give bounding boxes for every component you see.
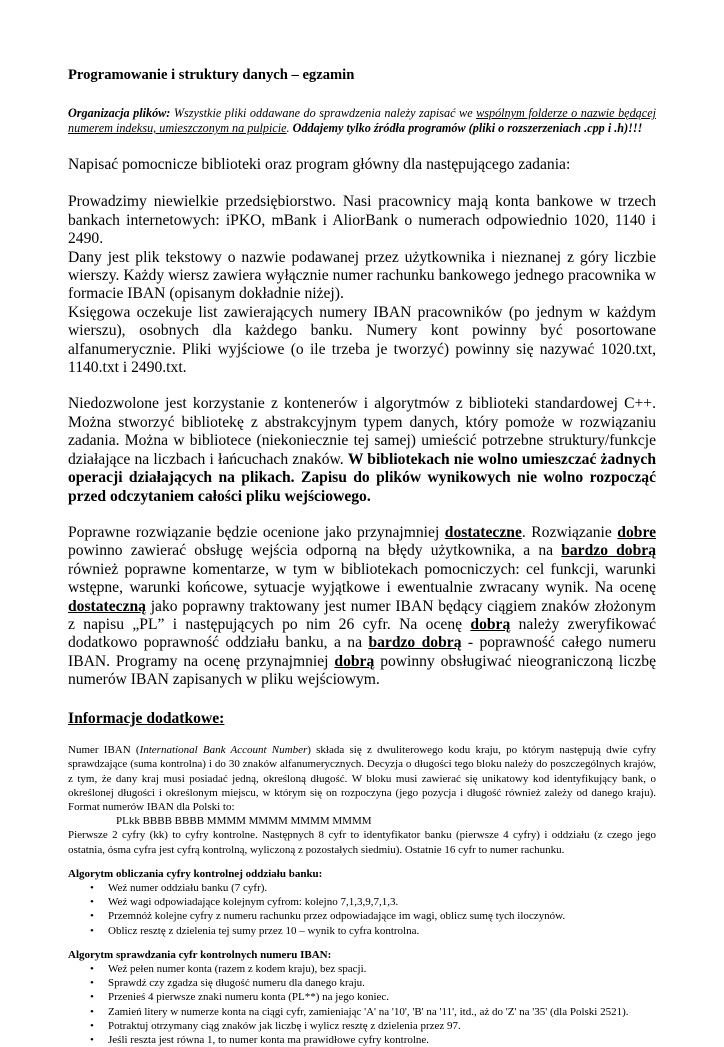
org-text-1: Wszystkie pliki oddawane do sprawdzenia należy zapisać we	[170, 106, 477, 120]
grading-text-a: Poprawne rozwiązanie będzie ocenione jako przynajmniej	[68, 523, 445, 541]
grade-bardzo-dobra-1: bardzo dobrą	[561, 542, 656, 560]
iban-text-b: ) składa się z dwuliterowego kodu kraju, po którym następują dwie cyfry sprawdzające (suma kontrolna) i do 30 znaków alfanumerycznych. Decyzja o długości tego bloku należy do poszczególnych krajów, z tym, że dany kraj musi posiadać jedną, określoną długość. W bloku musi zawierać się unikatowy kod identyfikujący bank, o określonej długości i określonym miejscu, w którym się on rozpoczyna (jego pozycja i długość również zależy od danego kraju). Format numerów IBAN dla Polski to:	[68, 744, 657, 813]
grading-text-b: . Rozwiązanie	[521, 523, 618, 541]
restrictions-text: Niedozwolone jest korzystanie z kontenerów i algorytmów z biblioteki standardowej C++. Można stworzyć bibliotekę z abstrakcyjnym typem danych, który pomoże w rozwiązaniu zadania. Można w bibliotece (niekoniecznie tej samej) umieścić potrzebne struktury/funkcje działające na liczbach i łańcuchach znaków.	[68, 395, 656, 468]
grade-dobra-2: dobrą	[334, 652, 375, 670]
document-page	[68, 66, 656, 1047]
grade-dostateczna: dostateczną	[68, 597, 146, 615]
task-intro: Napisać pomocnicze biblioteki oraz program główny dla następującego zadania:	[68, 156, 571, 173]
grading-text-g: - poprawność całego numeru IBAN. Programy na ocenę przynajmniej	[68, 634, 656, 670]
grade-dobra-1: dobrą	[470, 615, 511, 633]
grading-text-e: jako poprawny traktowany jest numer IBAN będący ciągiem znaków złożonym z napisu „PL” i następujących po nim 26 cyfr. Na ocenę	[68, 597, 656, 633]
grading-paragraph	[68, 524, 656, 690]
grading-text-c: powinno zawierać obsługę wejścia odporną na błędy użytkownika, a na	[68, 542, 562, 560]
algorithm-iban-list	[68, 962, 656, 1047]
grading-text-h: powinny obsługiwać nieograniczoną liczbę numerów IBAN zapisanych w pliku wejściowym.	[68, 652, 656, 689]
grade-dostateczne: dostateczne	[444, 523, 522, 541]
list-item: • Przenieś 4 pierwsze znaki numeru konta (PL**) na jego koniec.	[68, 990, 656, 1004]
files-organization-note	[68, 106, 656, 136]
restrictions-paragraph	[68, 395, 656, 505]
list-item: • Zamień litery w numerze konta na ciągi cyfr, zamieniając 'A' na '10', 'B' na '11', itd., aż do 'Z' na '35' (dla Polski 2521).	[68, 1005, 656, 1019]
list-item: • Oblicz resztę z dzielenia tej sumy przez 10 – wynik to cyfra kontrolna.	[68, 924, 656, 938]
info-heading: Informacje dodatkowe:	[68, 709, 225, 727]
grade-bardzo-dobra-2: bardzo dobrą	[368, 634, 462, 652]
org-sources-note: Oddajemy tylko źródła programów (pliki o rozszerzeniach .cpp i .h)!!!	[292, 121, 643, 135]
iban-structure: Pierwsze 2 cyfry (kk) to cyfry kontrolne. Następnych 8 cyfr to identyfikator banku (pierwsze 4 cyfry) i oddziału (z czego jego ostatnia, ósma cyfra jest cyfrą kontrolną, wyliczoną z pozostałych siedmiu). Ostatnie 16 cyfr to numer rachunku.	[68, 829, 656, 856]
iban-text-a: Numer IBAN (	[68, 744, 140, 757]
grading-text-f: należy zweryfikować dodatkowo poprawność oddziału banku, a na	[68, 615, 657, 652]
algorithm-branch-list	[68, 881, 656, 938]
list-item: • Przemnóż kolejne cyfry z numeru rachunku przez odpowiadające im wagi, oblicz sumę tych iloczynów.	[68, 909, 656, 923]
grade-dobre: dobre	[617, 523, 656, 541]
iban-full-name: International Bank Account Number	[139, 744, 308, 757]
org-folder-instruction: wspólnym folderze o nazwie będącej numerem indeksu, umieszczonym na pulpicie	[68, 106, 656, 135]
org-label: Organizacja plików:	[68, 106, 171, 120]
grading-text-d: również poprawne komentarze, w tym w bibliotekach pomocniczych: cel funkcji, warunki wstępne, warunki końcowe, sytuacje wyjątkowe i ewentualnie zwracany wynik. Na ocenę	[68, 560, 656, 597]
page-title: Programowanie i struktury danych – egzamin	[68, 67, 355, 83]
iban-format: PLkk BBBB BBBB MMMM MMMM MMMM MMMM	[116, 815, 372, 828]
task-description: Prowadzimy niewielkie przedsiębiorstwo. Nasi pracownicy mają konta bankowe w trzech bankach internetowych: iPKO, mBank i AliorBank o numerach odpowiednio 1020, 1140 i 2490. Dany jest plik tekstowy o nazwie podawanej przez użytkownika i nieznanej z góry liczbie wierszy. Każdy wiersz zawiera wyłącznie numer rachunku bankowego jednego pracownika w formacie IBAN (opisanym dokładnie niżej). Księgowa oczekuje list zawierających numery IBAN pracowników (po jednym w każdym wierszu), osobnych dla każdego banku. Numery kont powinny być posortowane alfanumerycznie. Pliki wyjściowe (o ile trzeba je tworzyć) powinny się nazywać 1020.txt, 1140.txt i 2490.txt.	[68, 193, 656, 377]
list-item: • Weź wagi odpowiadające kolejnym cyfrom: kolejno 7,1,3,9,7,1,3.	[68, 895, 656, 909]
list-item: • Sprawdź czy zgadza się długość numeru dla danego kraju.	[68, 976, 656, 990]
iban-description	[68, 743, 656, 814]
algorithm-iban-heading: Algorytm sprawdzania cyfr kontrolnych numeru IBAN:	[68, 948, 332, 961]
restrictions-bold: W bibliotekach nie wolno umieszczać żadnych operacji działających na plikach. Zapisu do plików wynikowych nie wolno rozpocząć przed odczytaniem całości pliku wejściowego.	[68, 450, 656, 505]
org-text-2: .	[286, 121, 293, 135]
algorithm-branch-heading: Algorytm obliczania cyfry kontrolnej oddziału banku:	[68, 867, 323, 880]
list-item: • Potraktuj otrzymany ciąg znaków jak liczbę i wylicz resztę z dzielenia przez 97.	[68, 1019, 656, 1033]
list-item: • Weź numer oddziału banku (7 cyfr).	[68, 881, 656, 895]
list-item: • Weź pełen numer konta (razem z kodem kraju), bez spacji.	[68, 962, 656, 976]
list-item: • Jeśli reszta jest równa 1, to numer konta ma prawidłowe cyfry kontrolne.	[68, 1033, 656, 1047]
